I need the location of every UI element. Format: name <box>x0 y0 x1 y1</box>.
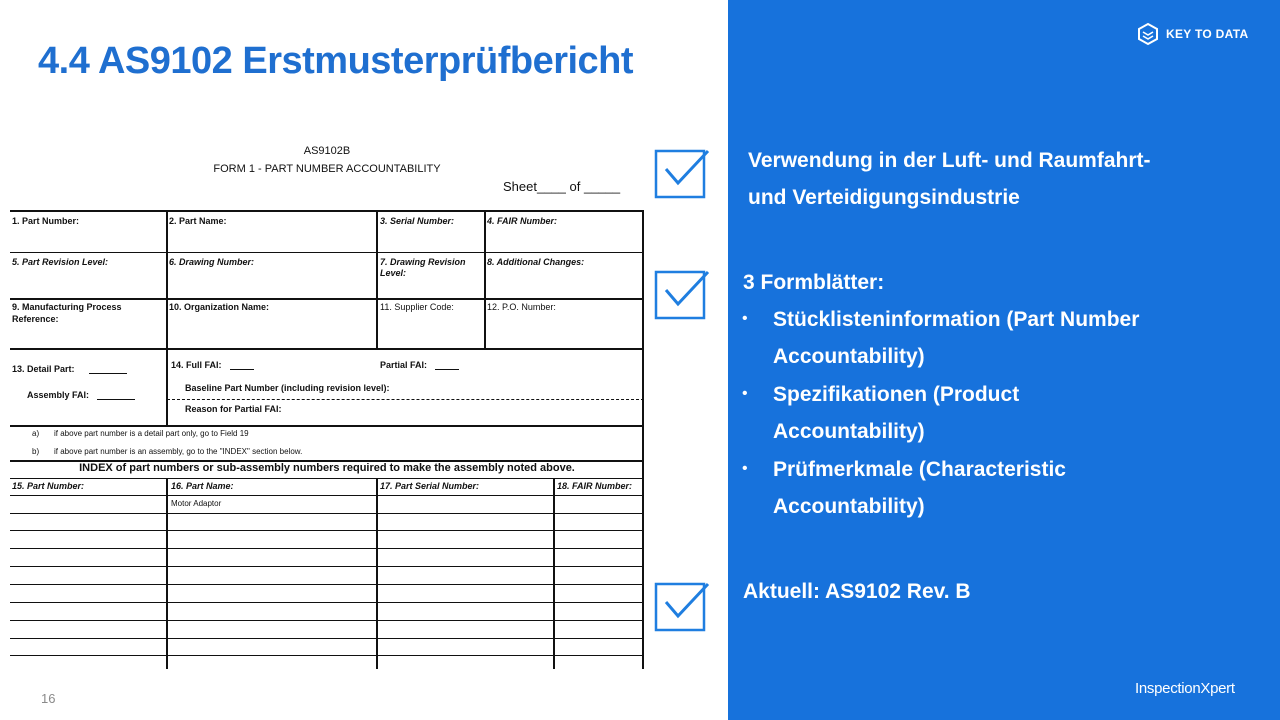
slide-title: 4.4 AS9102 Erstmusterprüfbericht <box>38 40 634 82</box>
field-drawing-revision-level-2: Level: <box>380 268 407 278</box>
field-drawing-revision-level: 7. Drawing Revision <box>380 257 466 267</box>
field-part-revision-level: 5. Part Revision Level: <box>12 257 109 267</box>
col-part-name: 16. Part Name: <box>171 481 234 491</box>
check-icon <box>654 268 710 320</box>
usage-line-2: und Verteidigungsindustrie <box>748 186 1020 209</box>
as9102-form-image <box>10 145 644 667</box>
field-detail-part <box>12 364 127 374</box>
field-baseline-part-number: Baseline Part Number (including revision level): <box>185 383 390 393</box>
field-partial-fai <box>380 360 459 370</box>
index-title: INDEX of part numbers or sub-assembly numbers required to make the assembly noted above. <box>79 462 575 474</box>
field-drawing-number: 6. Drawing Number: <box>169 257 255 267</box>
form-standard: AS9102B <box>303 145 351 157</box>
col-part-serial-number: 17. Part Serial Number: <box>380 481 480 491</box>
field-partial-fai-label: Partial FAI: <box>380 360 428 370</box>
note-b-key: b) <box>32 447 40 456</box>
current-revision: Aktuell: AS9102 Rev. B <box>743 580 971 603</box>
field-reason-partial-fai: Reason for Partial FAI: <box>185 404 282 414</box>
bullet-1-line-2: Accountability) <box>773 345 925 368</box>
check-icon <box>654 580 710 632</box>
field-additional-changes: 8. Additional Changes: <box>487 257 585 267</box>
key-to-data-logo-icon <box>1136 22 1160 46</box>
note-a-key: a) <box>32 429 40 438</box>
bullet-1: • <box>742 310 748 327</box>
check-icon <box>654 147 710 199</box>
row1-part-name: Motor Adaptor <box>171 499 222 508</box>
usage-line-1: Verwendung in der Luft- und Raumfahrt- <box>748 149 1151 172</box>
bullet-2: • <box>742 385 748 402</box>
field-part-name: 2. Part Name: <box>169 216 227 226</box>
field-full-fai <box>171 360 254 370</box>
bullet-3-line-1: Prüfmerkmale (Characteristic <box>773 458 1066 481</box>
field-po-number: 12. P.O. Number: <box>487 302 556 312</box>
slide-content-right <box>728 0 1280 720</box>
field-organization-name: 10. Organization Name: <box>169 302 270 312</box>
col-fair-number: 18. FAIR Number: <box>557 481 633 491</box>
brand-text: KEY TO DATA <box>1166 27 1249 41</box>
note-b: if above part number is an assembly, go to the "INDEX" section below. <box>54 447 303 456</box>
bullet-2-line-2: Accountability) <box>773 420 925 443</box>
field-supplier-code: 11. Supplier Code: <box>380 302 454 312</box>
field-full-fai-label: 14. Full FAI: <box>171 360 222 370</box>
field-assembly-fai-label: Assembly FAI: <box>27 390 90 400</box>
form-grid <box>10 210 644 667</box>
bullet-3-line-2: Accountability) <box>773 495 925 518</box>
bullet-2-line-1: Spezifikationen (Product <box>773 383 1020 406</box>
key-to-data-brand <box>1136 22 1248 46</box>
field-assembly-fai <box>27 390 135 400</box>
field-manufacturing-process: 9. Manufacturing Process <box>12 302 122 312</box>
field-manufacturing-process-2: Reference: <box>12 314 59 324</box>
slide-number: 16 <box>41 691 56 706</box>
note-a: if above part number is a detail part only, go to Field 19 <box>54 429 249 438</box>
form-title: FORM 1 - PART NUMBER ACCOUNTABILITY <box>213 163 441 175</box>
bullet-1-line-1: Stücklisteninformation (Part Number <box>773 308 1140 331</box>
inspectionxpert-logo: InspectionXpert <box>1135 680 1235 697</box>
field-detail-part-label: 13. Detail Part: <box>12 364 75 374</box>
forms-heading: 3 Formblätter: <box>743 271 885 294</box>
form-sheet: Sheet____ of _____ <box>503 179 621 194</box>
col-part-number: 15. Part Number: <box>12 481 85 491</box>
field-serial-number: 3. Serial Number: <box>380 216 455 226</box>
field-fair-number: 4. FAIR Number: <box>487 216 558 226</box>
field-part-number: 1. Part Number: <box>12 216 80 226</box>
bullet-3: • <box>742 460 748 477</box>
